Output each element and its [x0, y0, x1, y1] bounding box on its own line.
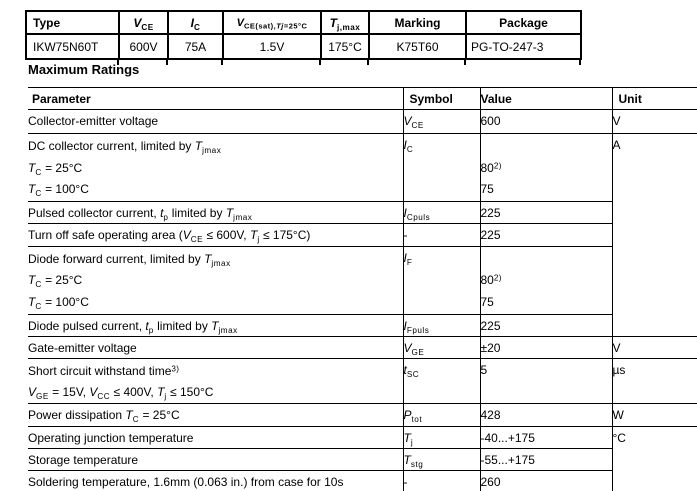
- ratings-row-vge: [28, 336, 697, 358]
- summary-header-type: Type: [26, 11, 119, 34]
- symbol-cell: $I_{Fpuls}$: [403, 314, 480, 336]
- value-cell: 225: [480, 223, 612, 246]
- unit-cell: A: [612, 134, 697, 337]
- value-line: 75: [480, 294, 494, 309]
- summary-header-tjmax: $T_{j,max}$: [321, 11, 369, 34]
- value-line-blank: [481, 136, 612, 158]
- unit-cell: °C: [612, 427, 697, 491]
- unit-cell: V: [612, 110, 697, 134]
- maximum-ratings-table: [28, 87, 697, 491]
- ratings-row-if: [28, 246, 697, 314]
- ratings-header-row: [28, 88, 697, 110]
- ratings-row-solder: [28, 471, 697, 491]
- value-cell: -40...+175: [480, 427, 612, 449]
- condition-line: $T_C = 100^\circ C$: [28, 294, 89, 311]
- symbol-cell: $T_{stg}$: [403, 449, 480, 471]
- device-row: [26, 34, 581, 59]
- param-line: Diode forward current, limited by $T_{jmax}$: [28, 251, 231, 268]
- border-stub: [579, 59, 581, 65]
- value-cell: 5: [480, 358, 612, 404]
- value-cell: 225: [480, 201, 612, 223]
- summary-header-marking: Marking: [369, 11, 466, 34]
- value-cell: ±20: [480, 336, 612, 358]
- param-cell: Soldering temperature, 1.6mm (0.063 in.) from case for 10s: [28, 475, 344, 490]
- value-cell: 225: [480, 314, 612, 336]
- param-line: Short circuit withstand time$^{3)}$: [28, 363, 180, 378]
- symbol-cell: $V_{GE}$: [403, 336, 480, 358]
- unit-cell: V: [612, 336, 697, 358]
- device-ic-cell: 75A: [168, 34, 223, 59]
- ratings-row-tosoa: [28, 223, 697, 246]
- ratings-row-ptot: [28, 404, 697, 427]
- summary-header-vcesat: $V_{CE(sat),Tj=25^\circ C}$: [223, 11, 321, 34]
- ratings-row-vce: [28, 110, 697, 134]
- param-cell: Turn off safe operating area ($V_{CE} \le 600V$, $T_j \le 175^\circ C$): [28, 227, 311, 244]
- symbol-cell: $T_j$: [403, 427, 480, 449]
- symbol-cell: $V_{CE}$: [403, 110, 480, 134]
- ratings-row-tj: [28, 427, 697, 449]
- device-vce-cell: 600V: [119, 34, 168, 59]
- summary-header-row: [26, 11, 581, 34]
- value-cell: 600: [480, 110, 612, 134]
- value-line: 80$^{2)}$: [480, 160, 502, 175]
- summary-header-ic: $I_C$: [168, 11, 223, 34]
- border-stub: [367, 59, 369, 65]
- condition-line: $T_C = 25^\circ C$: [28, 160, 83, 177]
- unit-cell: µs: [612, 358, 697, 404]
- value-line-blank: [481, 249, 612, 271]
- param-cell: [28, 134, 403, 202]
- value-line: 75: [480, 182, 494, 197]
- symbol-cell: -: [403, 471, 480, 491]
- param-line: DC collector current, limited by $T_{jmax}$: [28, 139, 222, 155]
- border-stub: [464, 59, 466, 65]
- param-cell: Diode pulsed current, $t_p$ limited by $T_{jmax}$: [28, 318, 238, 335]
- summary-header-vce: $V_{CE}$: [119, 11, 168, 34]
- ratings-row-tstg: [28, 449, 697, 471]
- param-cell: Gate-emitter voltage: [28, 340, 137, 355]
- value-cell: [480, 134, 612, 202]
- symbol-cell: $I_F$: [403, 246, 480, 314]
- ratings-row-ic: [28, 134, 697, 202]
- ratings-header-parameter: Parameter: [32, 92, 91, 106]
- param-cell: Pulsed collector current, $t_p$ limited by $T_{jmax}$: [28, 205, 253, 222]
- ratings-row-icpuls: [28, 201, 697, 223]
- value-cell: 260: [480, 471, 612, 491]
- ratings-header-unit: Unit: [612, 88, 697, 110]
- param-cell: Power dissipation $T_C = 25^\circ C$: [28, 408, 180, 425]
- param-cell: Operating junction temperature: [28, 431, 194, 446]
- maximum-ratings-heading: Maximum Ratings: [28, 62, 140, 77]
- summary-header-package: Package: [466, 11, 581, 34]
- symbol-cell: -: [403, 223, 480, 246]
- condition-line: $T_C = 100^\circ C$: [28, 182, 89, 199]
- value-line: 80$^{2)}$: [480, 273, 502, 288]
- condition-line: $V_{GE} = 15V$, $V_{CC} \le 400V$, $T_j \le 150^\circ C$: [28, 384, 214, 401]
- device-vcesat-cell: 1.5V: [223, 34, 321, 59]
- param-cell: Collector-emitter voltage: [28, 114, 159, 128]
- value-cell: [480, 246, 612, 314]
- device-marking-cell: K75T60: [369, 34, 466, 59]
- symbol-cell: $I_{Cpuls}$: [403, 201, 480, 223]
- value-cell: 428: [480, 404, 612, 427]
- device-summary-table: [25, 10, 582, 60]
- ratings-row-tsc: [28, 358, 697, 404]
- symbol-cell: $t_{SC}$: [403, 358, 480, 404]
- param-cell: [28, 358, 403, 404]
- symbol-cell: $P_{tot}$: [403, 404, 480, 427]
- ratings-row-ifpuls: [28, 314, 697, 336]
- param-cell: [28, 246, 403, 314]
- ratings-header-value: Value: [480, 88, 612, 110]
- condition-line: $T_C = 25^\circ C$: [28, 273, 83, 290]
- symbol-cell: $I_C$: [403, 134, 480, 202]
- border-stub: [221, 59, 223, 65]
- device-type-cell: IKW75N60T: [26, 34, 119, 59]
- param-cell: Storage temperature: [28, 453, 139, 468]
- device-package-cell: PG-TO-247-3: [466, 34, 581, 59]
- device-tjmax-cell: 175°C: [321, 34, 369, 59]
- unit-cell: W: [612, 404, 697, 427]
- border-stub: [319, 59, 321, 65]
- value-cell: -55...+175: [480, 449, 612, 471]
- border-stub: [166, 59, 168, 65]
- ratings-header-symbol: Symbol: [403, 88, 480, 110]
